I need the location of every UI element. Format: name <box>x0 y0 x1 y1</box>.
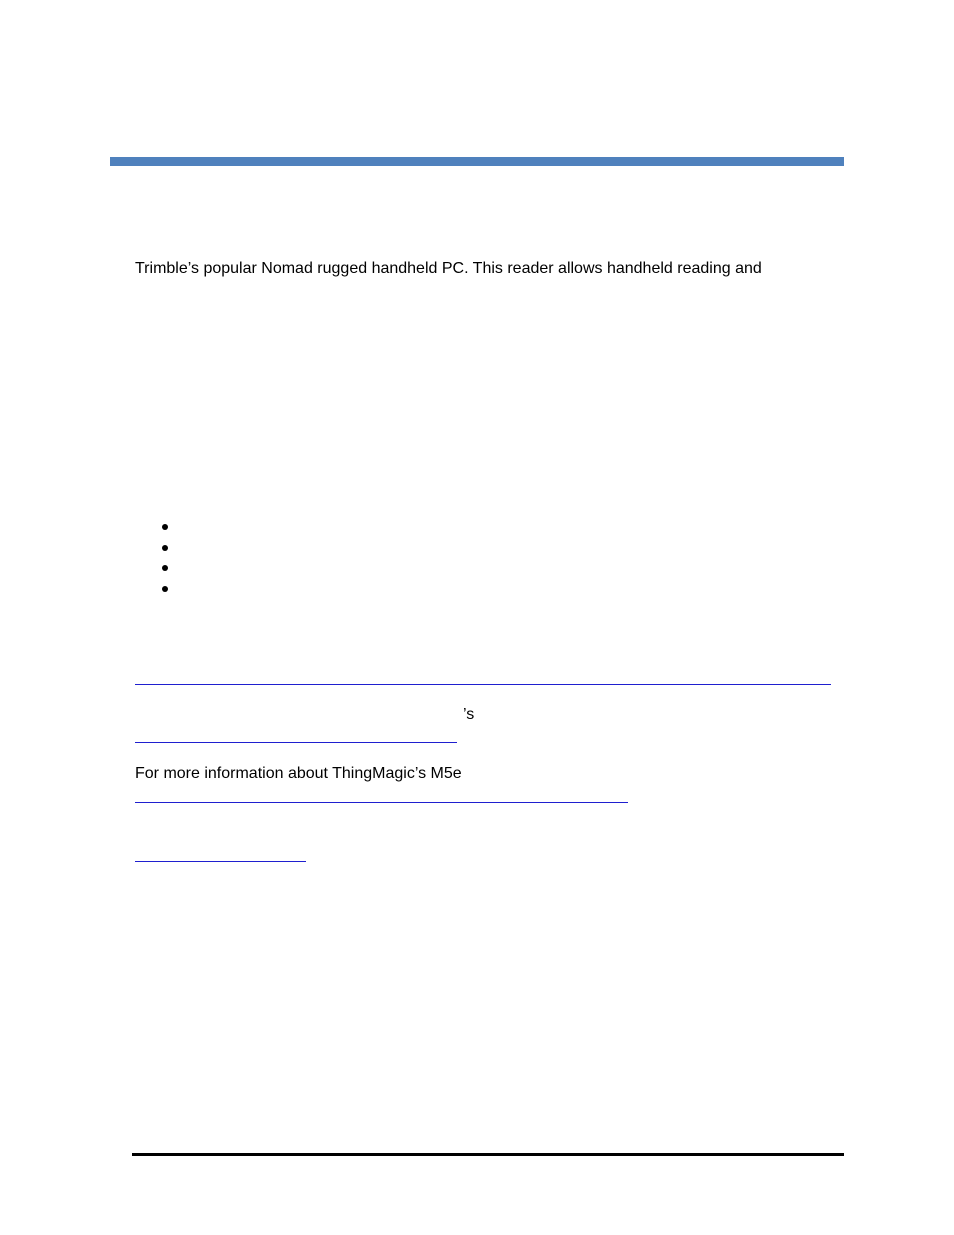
bullet-marker <box>162 586 168 592</box>
header-color-bar <box>110 157 844 166</box>
bullet-marker <box>162 524 168 530</box>
hyperlink-underline[interactable] <box>135 802 628 803</box>
footer-divider <box>132 1153 844 1156</box>
hyperlink-underline[interactable] <box>135 742 457 743</box>
hyperlink-underline[interactable] <box>135 684 831 685</box>
bullet-marker <box>162 545 168 551</box>
bullet-marker <box>162 565 168 571</box>
body-paragraph-line: Trimble’s popular Nomad rugged handheld PC. This reader allows handheld reading and <box>135 260 762 277</box>
possessive-fragment: ’s <box>463 706 475 723</box>
more-info-text: For more information about ThingMagic’s M5e <box>135 765 462 782</box>
hyperlink-underline[interactable] <box>135 861 306 862</box>
